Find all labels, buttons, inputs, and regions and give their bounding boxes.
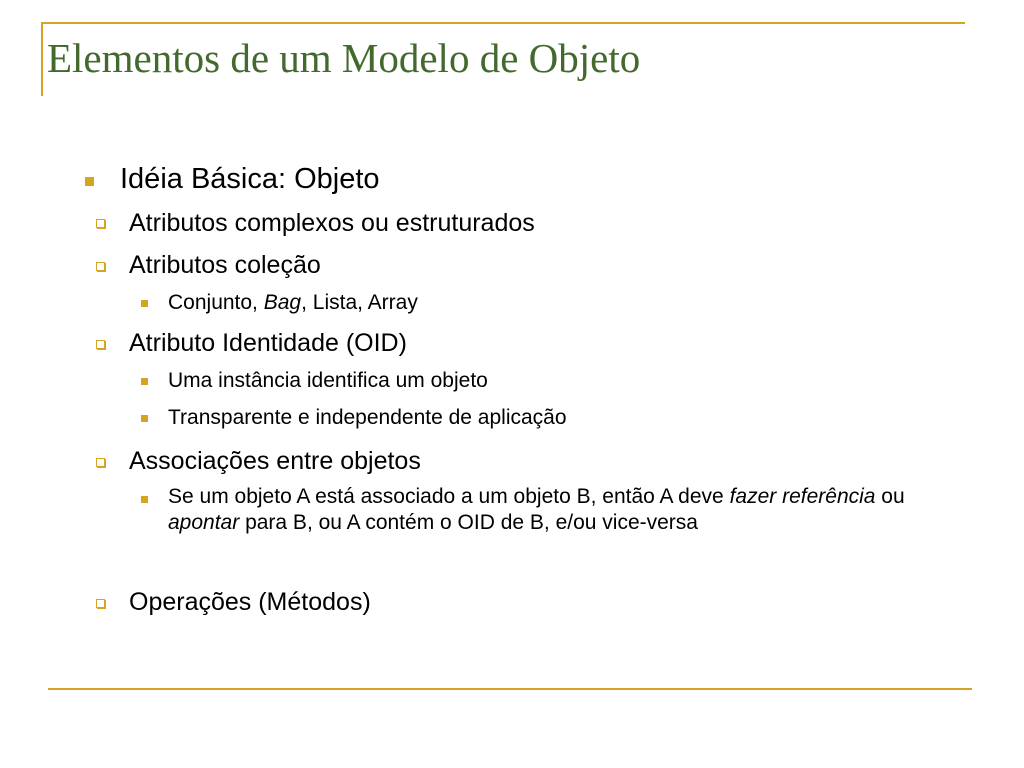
bullet-collection-attributes: Atributos coleção	[129, 251, 321, 279]
square-bullet-icon	[141, 300, 148, 307]
fazer-referencia-italic-text: fazer referência	[729, 485, 876, 508]
bullet-operations: Operações (Métodos)	[129, 588, 371, 616]
bullet-identity-attribute: Atributo Identidade (OID)	[129, 329, 407, 357]
square-bullet-icon	[141, 378, 148, 385]
association-text-1: Se um objeto A está associado a um objeto B, então A deve	[168, 485, 730, 508]
bullet-instance-identifies: Uma instância identifica um objeto	[168, 369, 488, 392]
bullet-collection-types	[168, 290, 418, 315]
top-divider-line	[41, 22, 965, 24]
hollow-square-bullet-icon	[96, 219, 105, 228]
bullet-associations: Associações entre objetos	[129, 447, 421, 475]
hollow-square-bullet-icon	[96, 599, 105, 608]
square-bullet-icon	[141, 496, 148, 503]
bag-italic-text: Bag	[263, 291, 302, 314]
bullet-transparent: Transparente e independente de aplicação	[168, 406, 567, 429]
bottom-divider-line	[48, 688, 972, 690]
bullet-complex-attributes: Atributos complexos ou estruturados	[129, 209, 535, 237]
hollow-square-bullet-icon	[96, 340, 105, 349]
bullet-association-description	[168, 484, 938, 537]
apontar-italic-text: apontar	[168, 511, 240, 535]
bullet-basic-idea: Idéia Básica: Objeto	[120, 163, 380, 195]
slide-title: Elementos de um Modelo de Objeto	[47, 35, 641, 81]
association-text-2: ou	[875, 485, 905, 508]
hollow-square-bullet-icon	[96, 458, 105, 467]
square-bullet-icon	[141, 415, 148, 422]
hollow-square-bullet-icon	[96, 262, 105, 271]
title-accent-line	[41, 22, 43, 96]
association-text-3: para B, ou A contém o OID de B, e/ou vice-versa	[239, 511, 698, 535]
collection-types-tail-text: , Lista, Array	[301, 291, 418, 314]
collection-types-text: Conjunto,	[168, 291, 264, 314]
square-bullet-icon	[85, 177, 94, 186]
